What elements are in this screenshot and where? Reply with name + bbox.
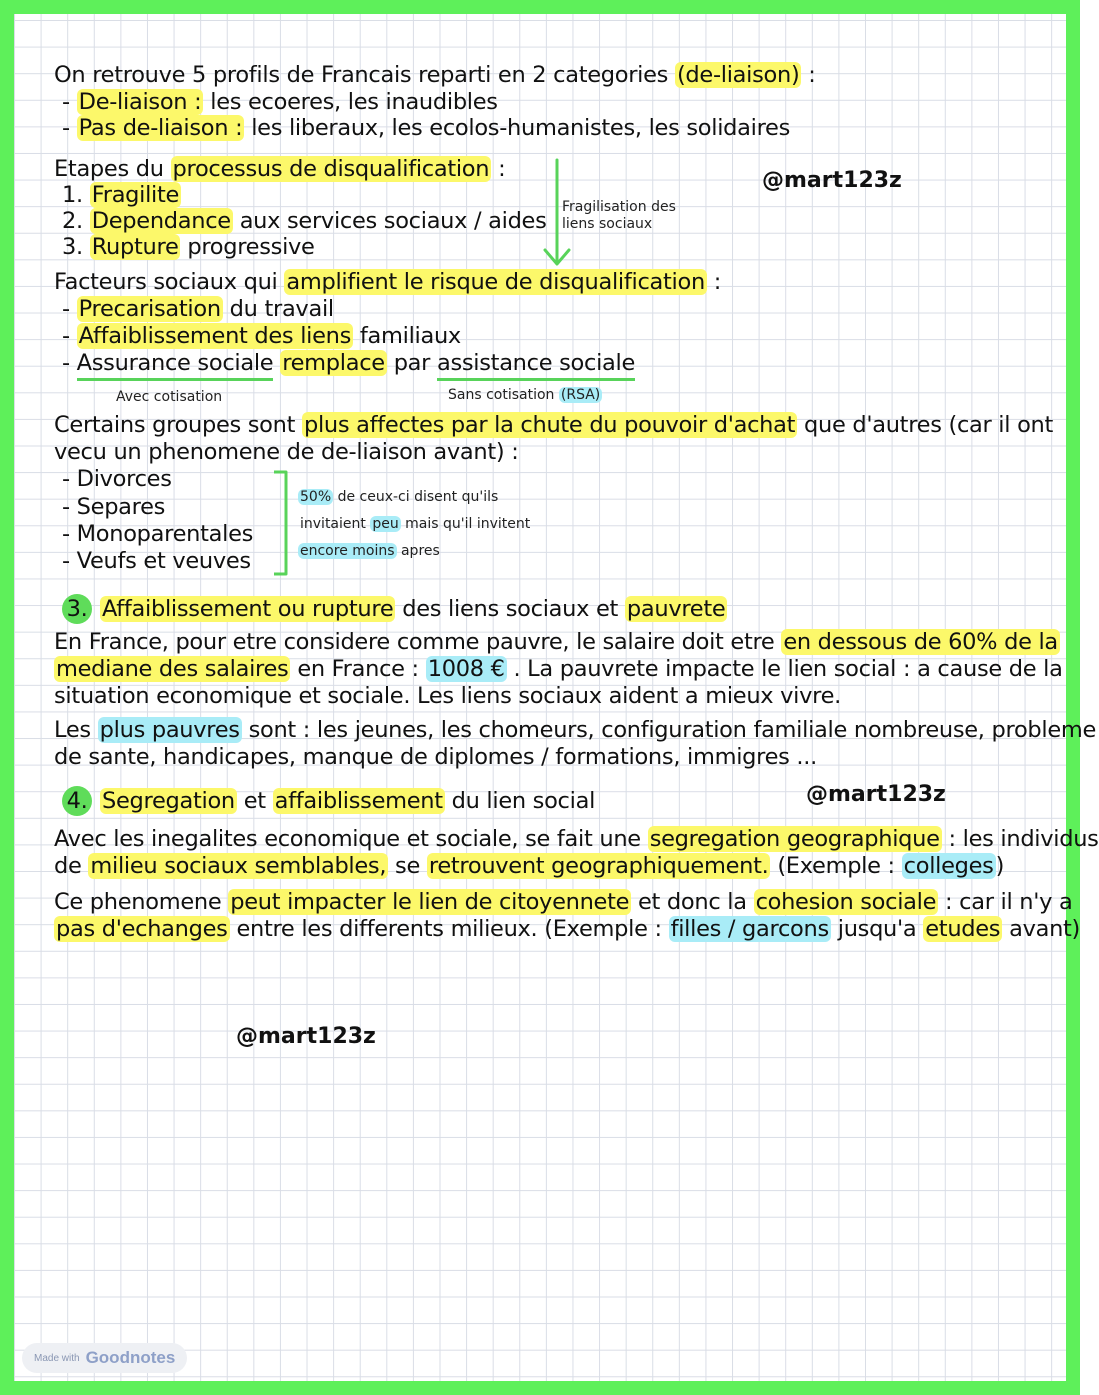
group-note-line1: 50% de ceux-ci disent qu'ils [300, 489, 499, 505]
goodnotes-logo: Goodnotes [85, 1348, 176, 1367]
section-3-number: 3. [62, 594, 92, 624]
section-3-p1-line3: situation economique et sociale. Les liens sociaux aident a mieux vivre. [54, 683, 841, 709]
made-with-label: Made with [34, 1352, 80, 1364]
watermark-handle: @mart123z [806, 782, 946, 807]
section-3-p2-line1: Les plus pauvres sont : les jeunes, les chomeurs, configuration familiale nombreuse, probleme [54, 717, 1097, 743]
section-4-p1-line1: Avec les inegalites economique et sociale, se fait une segregation geographique : les individus [54, 826, 1099, 852]
section-3-p1-line1: En France, pour etre considere comme pauvre, le salaire doit etre en dessous de 60% de la [54, 629, 1058, 655]
section-3-title: 3. Affaiblissement ou rupture des liens sociaux et pauvrete [62, 594, 727, 624]
factors-title: Facteurs sociaux qui amplifient le risque de disqualification : [54, 269, 722, 295]
step-2: 2. Dependance aux services sociaux / aides [62, 208, 547, 234]
section-4-p2-line2: pas d'echanges entre les differents milieux. (Exemple : filles / garcons jusqu'a etudes avant) [56, 916, 1081, 942]
section-4-title: 4. Segregation et affaiblissement du lien social [62, 786, 595, 816]
profiles-intro: On retrouve 5 profils de Francais reparti en 2 categories (de-liaison) : [54, 62, 816, 88]
factor-1: - Precarisation du travail [62, 296, 334, 322]
profiles-item-pas-deliaison: - Pas de-liaison : les liberaux, les ecolos-humanistes, les solidaires [62, 115, 790, 141]
group-bracket-icon [270, 468, 290, 580]
section-4-p2-line1: Ce phenomene peut impacter le lien de citoyennete et donc la cohesion sociale : car il n'y a [54, 889, 1073, 915]
group-item: - Separes [62, 494, 166, 520]
arrow-note-line2: liens sociaux [562, 216, 653, 232]
groups-line2: vecu un phenomene de de-liaison avant) : [54, 439, 519, 465]
factor-2: - Affaiblissement des liens familiaux [62, 323, 461, 349]
group-note-line2: invitaient peu mais qu'il invitent [300, 516, 531, 532]
arrow-note-line1: Fragilisation des [562, 199, 676, 215]
steps-title: Etapes du processus de disqualification : [54, 156, 506, 182]
profiles-item-deliaison: - De-liaison : les ecoeres, les inaudibles [62, 89, 498, 115]
group-item: - Divorces [62, 466, 172, 492]
step-3: 3. Rupture progressive [62, 234, 315, 260]
note-sans-cotisation: Sans cotisation (RSA) [448, 387, 601, 403]
step-1: 1. Fragilite [62, 182, 180, 208]
groups-line1: Certains groupes sont plus affectes par la chute du pouvoir d'achat que d'autres (car il ont [54, 412, 1054, 438]
section-3-p2-line2: de sante, handicapes, manque de diplomes / formations, immigres ... [54, 744, 817, 770]
section-4-p1-line2: de milieu sociaux semblables, se retrouvent geographiquement. (Exemple : colleges) [54, 853, 1005, 879]
group-item: - Monoparentales [62, 521, 254, 547]
group-item: - Veufs et veuves [62, 548, 251, 574]
group-note-line3: encore moins apres [300, 543, 440, 559]
section-4-number: 4. [62, 786, 92, 816]
watermark-handle: @mart123z [762, 168, 902, 193]
goodnotes-badge[interactable] [22, 1343, 187, 1373]
section-3-p1-line2: mediane des salaires en France : 1008 € . La pauvrete impacte le lien social : a cause de la [56, 656, 1063, 682]
factor-3: - Assurance sociale remplace par assistance sociale [62, 350, 635, 377]
watermark-handle: @mart123z [236, 1024, 376, 1049]
note-avec-cotisation: Avec cotisation [116, 389, 223, 405]
